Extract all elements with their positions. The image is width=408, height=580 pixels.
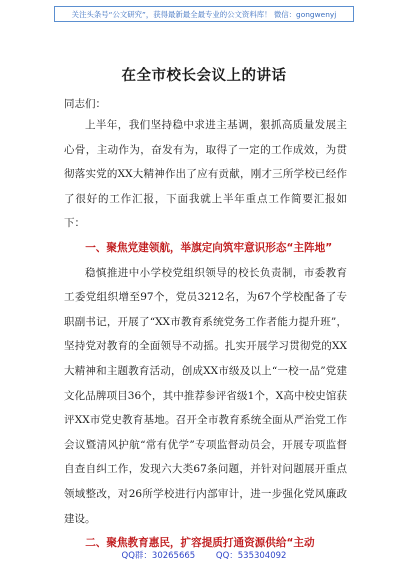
footer-contact — [0, 549, 408, 561]
header-banner: 关注头条号“公文研究”，获得最新最全最专业的公文资料库！ 微信：gongwenyj — [54, 6, 354, 22]
section-heading-1: 一、聚焦党建领航，举旗定向筑牢意识形态“主阵地” — [85, 241, 333, 254]
page-title: 在全市校长会议上的讲话 — [121, 68, 287, 84]
section-1-paragraph: 稳慎推进中小学校党组织领导的校长负责制，市委教育工委党组织增至97个，党员3212名，为67个学校配备了专职副书记，开展了“XX市教育系统党务工作者能力提升班”，坚持党对教育的全面领导不动摇。扎实开展学习贯彻党的XX大精神和主题教育活动，创成XX市级及以上“一校一品”党建文化品牌项目36个，其中推荐参评省级1个，X高中校史馆获评XX市党史教育基地。召开全市教育系统全面从严治党工作会议暨清风护航“常有优学”专项监督动员会，开展专项监督自查自纠工作，发现六大类67条问题，并针对问题展开重点领域整改，对26所学校进行内部审计，进一步强化党风廉政建设。 — [64, 266, 347, 525]
speech-body — [64, 113, 347, 556]
footer-qq-group: QQ群：30265665 — [121, 551, 196, 561]
intro-paragraph: 上半年，我们坚持稳中求进主基调，狠抓高质量发展主心骨，主动作为，奋发有为，取得了一定的工作成效，为贯彻落实党的XX大精神作出了应有贡献，刚才三所学校已经作了很好的工作汇报，下面我就上半年重点工作简要汇报如下： — [64, 119, 347, 230]
section-heading-2: 二、聚焦教育惠民，扩容提质打通资源供给“主动 — [85, 537, 315, 550]
salutation: 同志们： — [64, 98, 106, 110]
footer-qq: QQ：535304092 — [215, 551, 287, 561]
